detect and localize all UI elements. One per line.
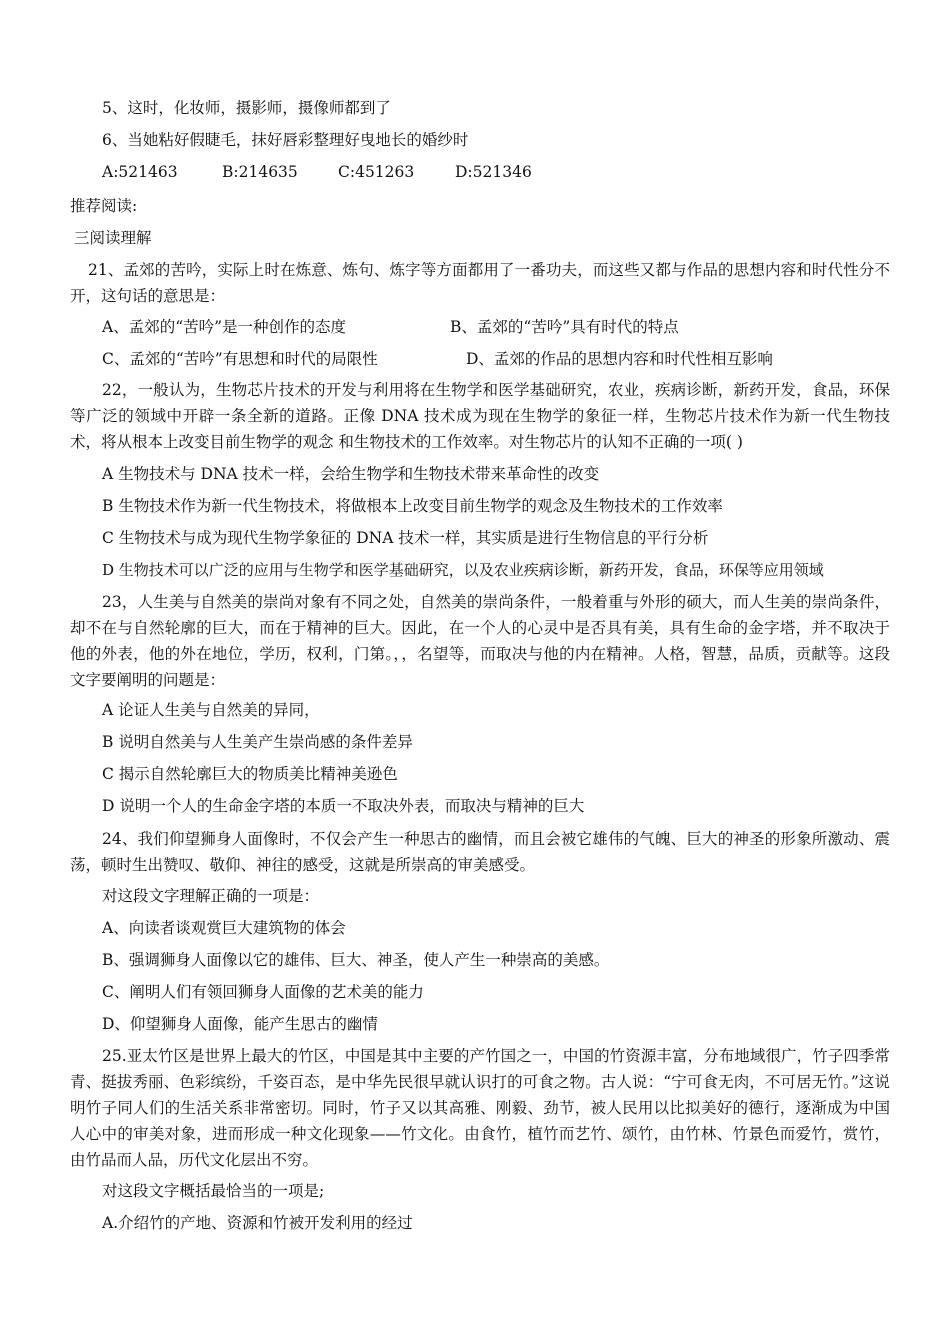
q22-option-a: A 生物技术与 DNA 技术一样，会给生物学和生物技术带来革命性的改变 bbox=[102, 465, 600, 483]
q24-option-d: D、仰望狮身人面像，能产生思古的幽情 bbox=[102, 1015, 378, 1033]
q21-option-b: B、孟郊的“苦吟”具有时代的特点 bbox=[450, 318, 679, 336]
q21-option-a: A、孟郊的“苦吟”是一种创作的态度 bbox=[102, 318, 347, 336]
q23-option-b: B 说明自然美与人生美产生崇尚感的条件差异 bbox=[102, 733, 413, 751]
q25-option-a: A.介绍竹的产地、资源和竹被开发利用的经过 bbox=[102, 1214, 413, 1232]
q21-option-d: D、孟郊的作品的思想内容和时代性相互影响 bbox=[466, 350, 773, 368]
q23-stem: 23，人生美与自然美的崇尚对象有不同之处，自然美的崇尚条件，一般着重与外形的硕大，而人生美的崇尚条件，却不在与自然轮廓的巨大，而在于精神的巨大。因此，在一个人的心灵中是否具有美，具有生命的金字塔，并不取决于他的外表，他的外在地位，学历，权利，门第。，，名望等，而取决与他的内在精神。人格，智慧，品质，贡献等。这段文字要阐明的问题是： bbox=[70, 593, 890, 689]
option-b: B:214635 bbox=[222, 163, 298, 181]
q22-option-d: D 生物技术可以广泛的应用与生物学和医学基础研究，以及农业疾病诊断，新药开发，食品，环保等应用领域 bbox=[102, 561, 824, 579]
q23-option-c: C 揭示自然轮廓巨大的物质美比精神美逊色 bbox=[102, 765, 398, 783]
order-options bbox=[102, 159, 532, 185]
q21-stem: 21、孟郊的苦吟，实际上时在炼意、炼句、炼字等方面都用了一番功夫，而这些又都与作品的思想内容和时代性分不开，这句话的意思是： bbox=[70, 261, 890, 305]
q23-option-a: A 论证人生美与自然美的异同， bbox=[102, 701, 320, 719]
q22-stem: 22，一般认为，生物芯片技术的开发与利用将在生物学和医学基础研究，农业，疾病诊断，新药开发，食品，环保等广泛的领域中开辟一条全新的道路。正像 DNA 技术成为现在生物学的象征一样，生物芯片技术作为新一代生物技术，将从根本上改变目前生物学的观念 和生物技术的工作效率。对生物芯片的认知不正确的一项( ) bbox=[70, 381, 890, 451]
q24-prompt: 对这段文字理解正确的一项是： bbox=[102, 887, 320, 905]
section-title: 三阅读理解 bbox=[74, 229, 152, 247]
q22-option-b: B 生物技术作为新一代生物技术，将做根本上改变目前生物学的观念及生物技术的工作效率 bbox=[102, 497, 723, 515]
q25-stem: 25.亚太竹区是世界上最大的竹区，中国是其中主要的产竹国之一，中国的竹资源丰富，分布地域很广，竹子四季常青、挺拔秀丽、色彩缤纷，千姿百态，是中华先民很早就认识打的可食之物。古人说：“宁可食无肉，不可居无竹。”这说明竹子同人们的生活关系非常密切。同时，竹子又以其高雅、刚毅、劲节，被人民用以比拟美好的德行，逐渐成为中国人心中的审美对象，进而形成一种文化现象——竹文化。由食竹，植竹而艺竹、颂竹，由竹林、竹景色而爱竹，赏竹，由竹品而人品，历代文化层出不穷。 bbox=[70, 1047, 890, 1169]
q21-option-c: C、孟郊的“苦吟”有思想和时代的局限性 bbox=[102, 350, 378, 368]
q25-prompt: 对这段文字概括最恰当的一项是; bbox=[102, 1182, 325, 1200]
q24-option-a: A、向读者谈观赏巨大建筑物的体会 bbox=[102, 919, 346, 937]
option-c: C:451263 bbox=[338, 163, 415, 181]
q23-option-d: D 说明一个人的生命金字塔的本质一不取决外表，而取决与精神的巨大 bbox=[102, 797, 585, 815]
q24-option-b: B、强调狮身人面像以它的雄伟、巨大、神圣，使人产生一种崇高的美感。 bbox=[102, 951, 610, 969]
q22-option-c: C 生物技术与成为现代生物学象征的 DNA 技术一样，其实质是进行生物信息的平行分析 bbox=[102, 529, 709, 547]
sentence-5: 5、这时，化妆师，摄影师，摄像师都到了 bbox=[102, 99, 391, 117]
q24-stem: 24、我们仰望狮身人面像时，不仅会产生一种思古的幽情，而且会被它雄伟的气魄、巨大的神圣的形象所激动、震荡，顿时生出赞叹、敬仰、神往的感受，这就是所崇高的审美感受。 bbox=[70, 830, 890, 874]
recommend-reading-label: 推荐阅读: bbox=[70, 197, 138, 215]
sentence-6: 6、当她粘好假睫毛，抹好唇彩整理好曳地长的婚纱时 bbox=[102, 131, 469, 149]
q24-option-c: C、阐明人们有领回狮身人面像的艺术美的能力 bbox=[102, 983, 424, 1001]
option-d: D:521346 bbox=[455, 163, 532, 181]
option-a: A:521463 bbox=[102, 163, 178, 181]
